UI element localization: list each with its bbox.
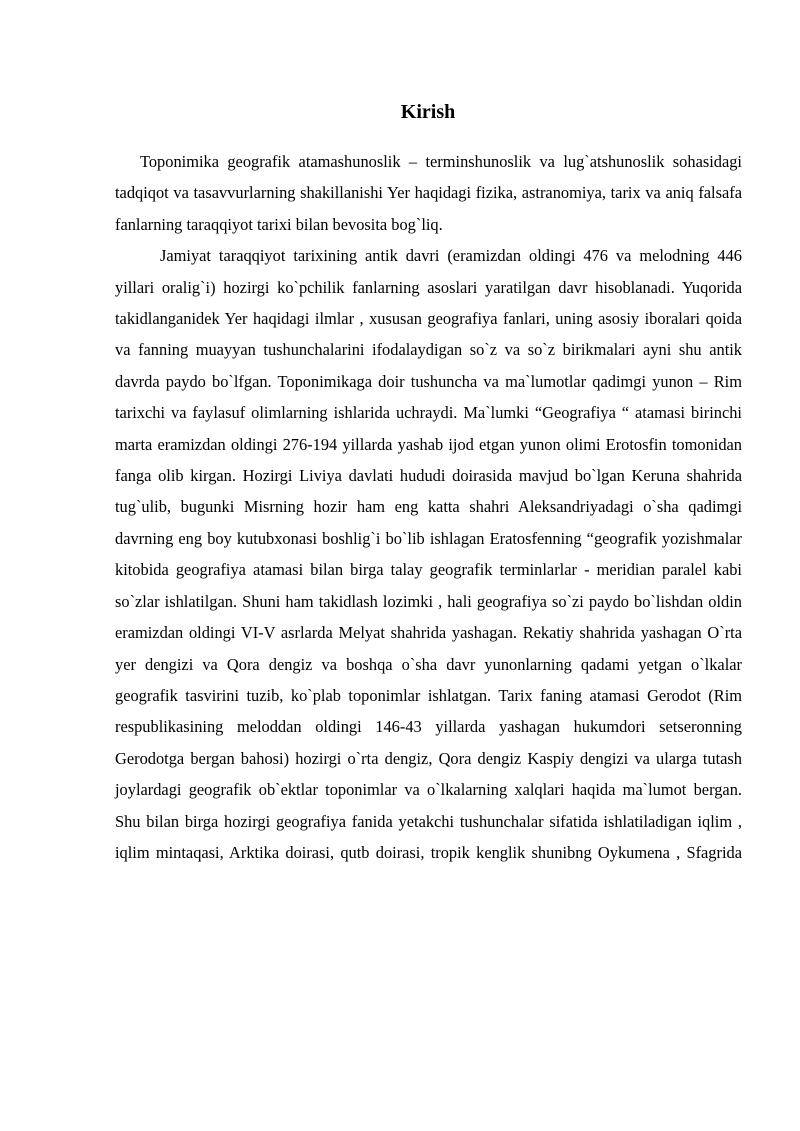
paragraph-intro: Toponimika geografik atamashunoslik – terminshunoslik va lug`atshunoslik sohasidagi tadqiqot va tasavvurlarning shakillanishi Yer haqidagi fizika, astranomiya, tarix va aniq falsafa fanlarning taraqqiyot tarixi bilan bevosita bog`liq. [115, 152, 742, 234]
document-body [115, 146, 742, 868]
page-title: Kirish [400, 101, 456, 123]
paragraph-history: Jamiyat taraqqiyot tarixining antik davri (eramizdan oldingi 476 va melodning 446 yillari oralig`i) hozirgi ko`pchilik fanlarning asoslari yaratilgan davr hisoblanadi. Yuqorida takidlanganidek Yer haqidagi ilmlar , xususan geografiya fanlari, uning asosiy iboralari qoida va fanning muayyan tushunchalarini ifodalaydigan so`z va so`z birikmalari ayni shu antik davrda paydo bo`lfgan. Toponimikaga doir tushuncha va ma`lumotlar qadimgi yunon – Rim tarixchi va faylasuf olimlarning ishlarida uchraydi. Ma`lumki “Geografiya “ atamasi birinchi marta eramizdan oldingi 276-194 yillarda yashab ijod etgan yunon olimi Erotosfin tomonidan fanga olib kirgan. Hozirgi Liviya davlati hududi doirasida mavjud bo`lgan Keruna shahrida tug`ulib, bugunki Misrning hozir ham eng katta shahri Aleksandriyadagi o`sha qadimgi davrning eng boy kutubxonasi boshlig`i bo`lib ishlagan Eratosfenning “geografik yozishmalar kitobida geografiya atamasi bilan birga talay geografik terminlarlar - meridian paralel kabi so`zlar ishlatilgan. Shuni ham takidlash lozimki , hali geografiya so`zi paydo bo`lishdan oldin eramizdan oldingi VI-V asrlarda Melyat shahrida yashagan. Rekatiy shahrida yashagan O`rta yer dengizi va Qora dengiz va boshqa o`sha davr yunonlarning qadami yetgan o`lkalar geografik tasvirini tuzib, ko`plab toponimlar ishlatgan. Tarix faning atamasi Gerodot (Rim respublikasining meloddan oldingi 146-43 yillarda yashagan hukumdori setseronning Gerodotga bergan bahosi) hozirgi o`rta dengiz, Qora dengiz Kaspiy dengizi va ularga tutash joylardagi geografik ob`ektlar toponimlar va o`lkalarning xalqlari haqida ma`lumot bergan. Shu bilan birga hozirgi geografiya fanida yetakchi tushunchalar sifatida ishlatiladigan iqlim , iqlim mintaqasi, Arktika doirasi, qutb doirasi, tropik kenglik shunibng Oykumena , Sfagrida [115, 246, 742, 862]
